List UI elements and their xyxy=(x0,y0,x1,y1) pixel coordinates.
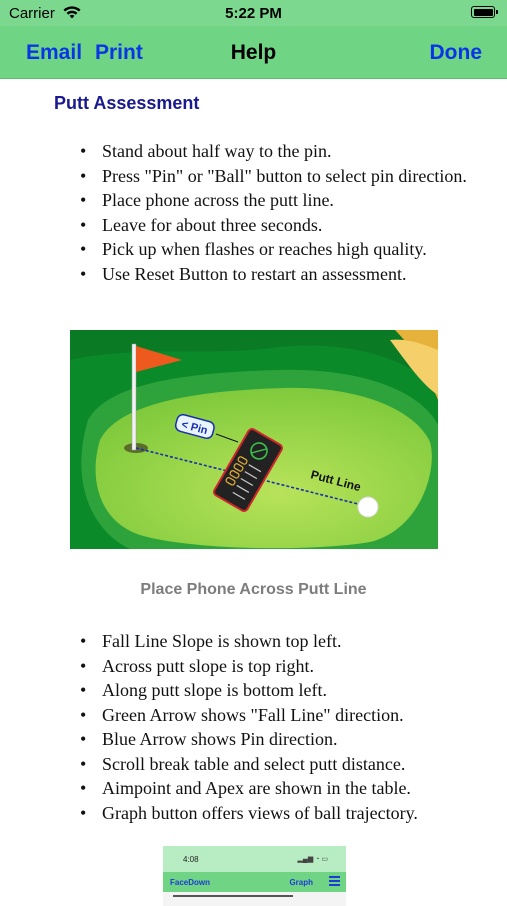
list-item: • Fall Line Slope is shown top left. xyxy=(78,629,468,654)
thumbnail-time: 4:08 xyxy=(183,855,199,864)
list-item: • Aimpoint and Apex are shown in the table. xyxy=(78,776,468,801)
assessment-steps-list xyxy=(78,139,468,286)
list-item: • Place phone across the putt line. xyxy=(78,188,468,213)
list-item: • Along putt slope is bottom left. xyxy=(78,678,468,703)
illustration-caption: Place Phone Across Putt Line xyxy=(140,581,367,598)
app-screenshot-thumbnail xyxy=(163,846,346,906)
list-item: • Pick up when flashes or reaches high quality. xyxy=(78,237,468,262)
signal-icon: ▂▄▆ ◔ ▭ xyxy=(297,856,328,863)
thumbnail-nav-bar xyxy=(163,872,346,892)
thumbnail-status-bar xyxy=(163,846,346,872)
list-item: • Leave for about three seconds. xyxy=(78,213,468,238)
list-item: • Across putt slope is top right. xyxy=(78,654,468,679)
clock: 5:22 PM xyxy=(225,5,282,22)
list-item: • Blue Arrow shows Pin direction. xyxy=(78,727,468,752)
carrier-label: Carrier xyxy=(9,5,55,22)
thumbnail-facedown-label: FaceDown xyxy=(170,878,211,887)
section-title: Putt Assessment xyxy=(54,93,200,113)
print-button[interactable]: Print xyxy=(95,41,143,64)
status-bar xyxy=(0,0,507,26)
putt-illustration xyxy=(70,330,438,549)
page-title: Help xyxy=(230,41,277,64)
hamburger-menu-icon xyxy=(329,876,340,887)
features-list xyxy=(78,629,468,825)
thumbnail-body xyxy=(163,892,346,906)
navigation-bar xyxy=(0,26,507,79)
list-item: • Use Reset Button to restart an assessment. xyxy=(78,262,468,287)
list-item: • Stand about half way to the pin. xyxy=(78,139,468,164)
putt-line-label: Putt Line xyxy=(309,467,363,495)
flagstick xyxy=(132,344,136,450)
list-item: • Green Arrow shows "Fall Line" direction. xyxy=(78,703,468,728)
battery-icon xyxy=(471,6,495,18)
golf-ball-icon xyxy=(358,497,378,517)
pin-label: < Pin xyxy=(180,418,209,438)
email-button[interactable]: Email xyxy=(26,41,83,64)
list-item: • Graph button offers views of ball trajectory. xyxy=(78,801,468,826)
list-item: • Press "Pin" or "Ball" button to select pin direction. xyxy=(78,164,468,189)
thumbnail-graph-label: Graph xyxy=(289,878,313,887)
list-item: • Scroll break table and select putt distance. xyxy=(78,752,468,777)
done-button[interactable]: Done xyxy=(429,41,482,64)
